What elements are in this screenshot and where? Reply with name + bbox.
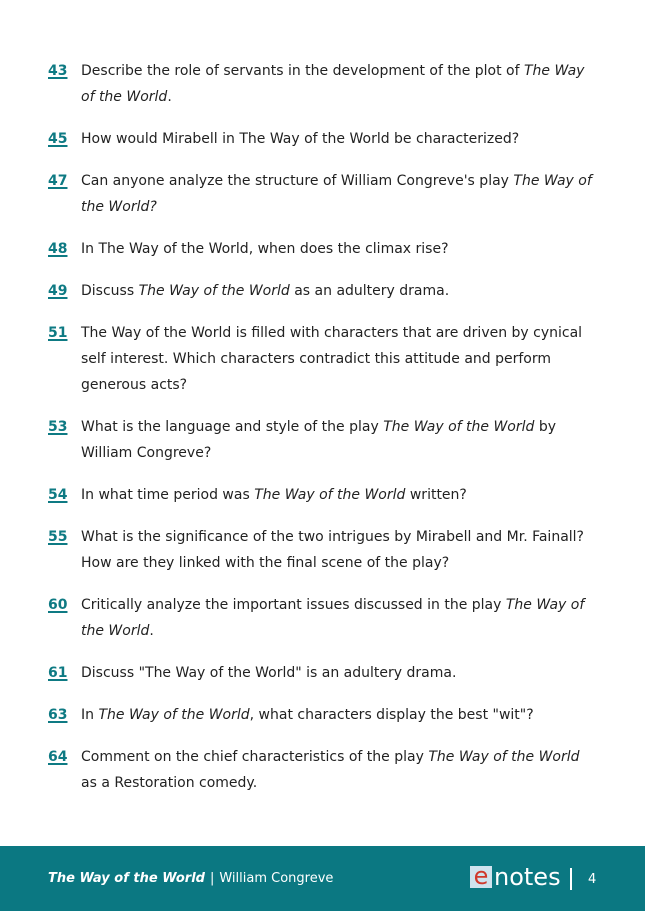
question-text [81, 524, 608, 576]
question-item [48, 482, 608, 508]
question-item [48, 320, 608, 398]
italic-title: The Way of the World [98, 707, 250, 723]
page-number: 4 [588, 872, 597, 887]
italic-title: The Way of the World [428, 749, 580, 765]
question-number-link[interactable]: 53 [48, 419, 68, 435]
italic-title: The Way of the World? [81, 173, 592, 215]
question-text [81, 320, 608, 398]
question-item [48, 702, 608, 728]
question-text [81, 592, 608, 644]
text-segment: by William Congreve? [81, 419, 557, 461]
italic-title: The Way of the World [81, 63, 585, 105]
question-text [81, 744, 608, 796]
text-segment: . [167, 89, 172, 105]
question-number-link[interactable]: 64 [48, 749, 68, 765]
text-segment: as a Restoration comedy. [81, 775, 258, 791]
question-number-link[interactable]: 47 [48, 173, 68, 189]
question-item [48, 744, 608, 796]
text-segment: Comment on the chief characteristics of the play [81, 749, 429, 765]
footer [0, 846, 645, 911]
question-text [81, 702, 608, 728]
question-number-link[interactable]: 48 [48, 241, 68, 257]
logo-e-icon: e [470, 866, 492, 888]
text-segment: What is the language and style of the play [81, 419, 384, 435]
text-segment: , what characters display the best "wit"? [249, 707, 534, 723]
question-number-link[interactable]: 45 [48, 131, 68, 147]
question-text [81, 58, 608, 110]
text-segment: Describe the role of servants in the development of the plot of [81, 63, 524, 79]
question-item [48, 660, 608, 686]
author-name: William Congreve [219, 871, 334, 886]
question-item [48, 414, 608, 466]
question-text [81, 126, 608, 152]
question-text [81, 482, 608, 508]
question-list [48, 58, 608, 812]
italic-title: The Way of the World [81, 597, 585, 639]
question-item [48, 278, 608, 304]
question-text [81, 278, 608, 304]
text-segment: Discuss "The Way of the World" is an adultery drama. [81, 665, 457, 681]
footer-title [48, 871, 333, 886]
question-number-link[interactable]: 54 [48, 487, 68, 503]
text-segment: How would Mirabell in The Way of the World be characterized? [81, 131, 520, 147]
question-text [81, 168, 608, 220]
text-segment: Critically analyze the important issues discussed in the play [81, 597, 506, 613]
question-text [81, 660, 608, 686]
question-item [48, 168, 608, 220]
question-text [81, 414, 608, 466]
question-item [48, 58, 608, 110]
footer-divider [570, 868, 572, 890]
question-item [48, 592, 608, 644]
italic-title: The Way of the World [383, 419, 535, 435]
question-number-link[interactable]: 49 [48, 283, 68, 299]
logo-text: notes [494, 863, 561, 891]
text-segment: Can anyone analyze the structure of William Congreve's play [81, 173, 514, 189]
question-number-link[interactable]: 51 [48, 325, 68, 341]
text-segment: as an adultery drama. [289, 283, 450, 299]
text-segment: The Way of the World is filled with characters that are driven by cynical self interest. Which characters contradict this attitude and perform generous acts? [81, 325, 583, 393]
text-segment: What is the significance of the two intrigues by Mirabell and Mr. Fainall? How are they linked with the final scene of the play? [81, 529, 584, 571]
text-segment: Discuss [81, 283, 139, 299]
question-number-link[interactable]: 61 [48, 665, 68, 681]
title-separator: | [209, 871, 215, 886]
text-segment: written? [405, 487, 467, 503]
question-number-link[interactable]: 60 [48, 597, 68, 613]
book-title: The Way of the World [48, 871, 205, 886]
italic-title: The Way of the World [254, 487, 406, 503]
question-number-link[interactable]: 55 [48, 529, 68, 545]
text-segment: In The Way of the World, when does the climax rise? [81, 241, 449, 257]
question-item [48, 524, 608, 576]
italic-title: The Way of the World [138, 283, 290, 299]
question-item [48, 236, 608, 262]
text-segment: In what time period was [81, 487, 255, 503]
enotes-logo [470, 862, 561, 892]
text-segment: In [81, 707, 99, 723]
question-text [81, 236, 608, 262]
question-number-link[interactable]: 63 [48, 707, 68, 723]
question-number-link[interactable]: 43 [48, 63, 68, 79]
text-segment: . [149, 623, 154, 639]
question-item [48, 126, 608, 152]
